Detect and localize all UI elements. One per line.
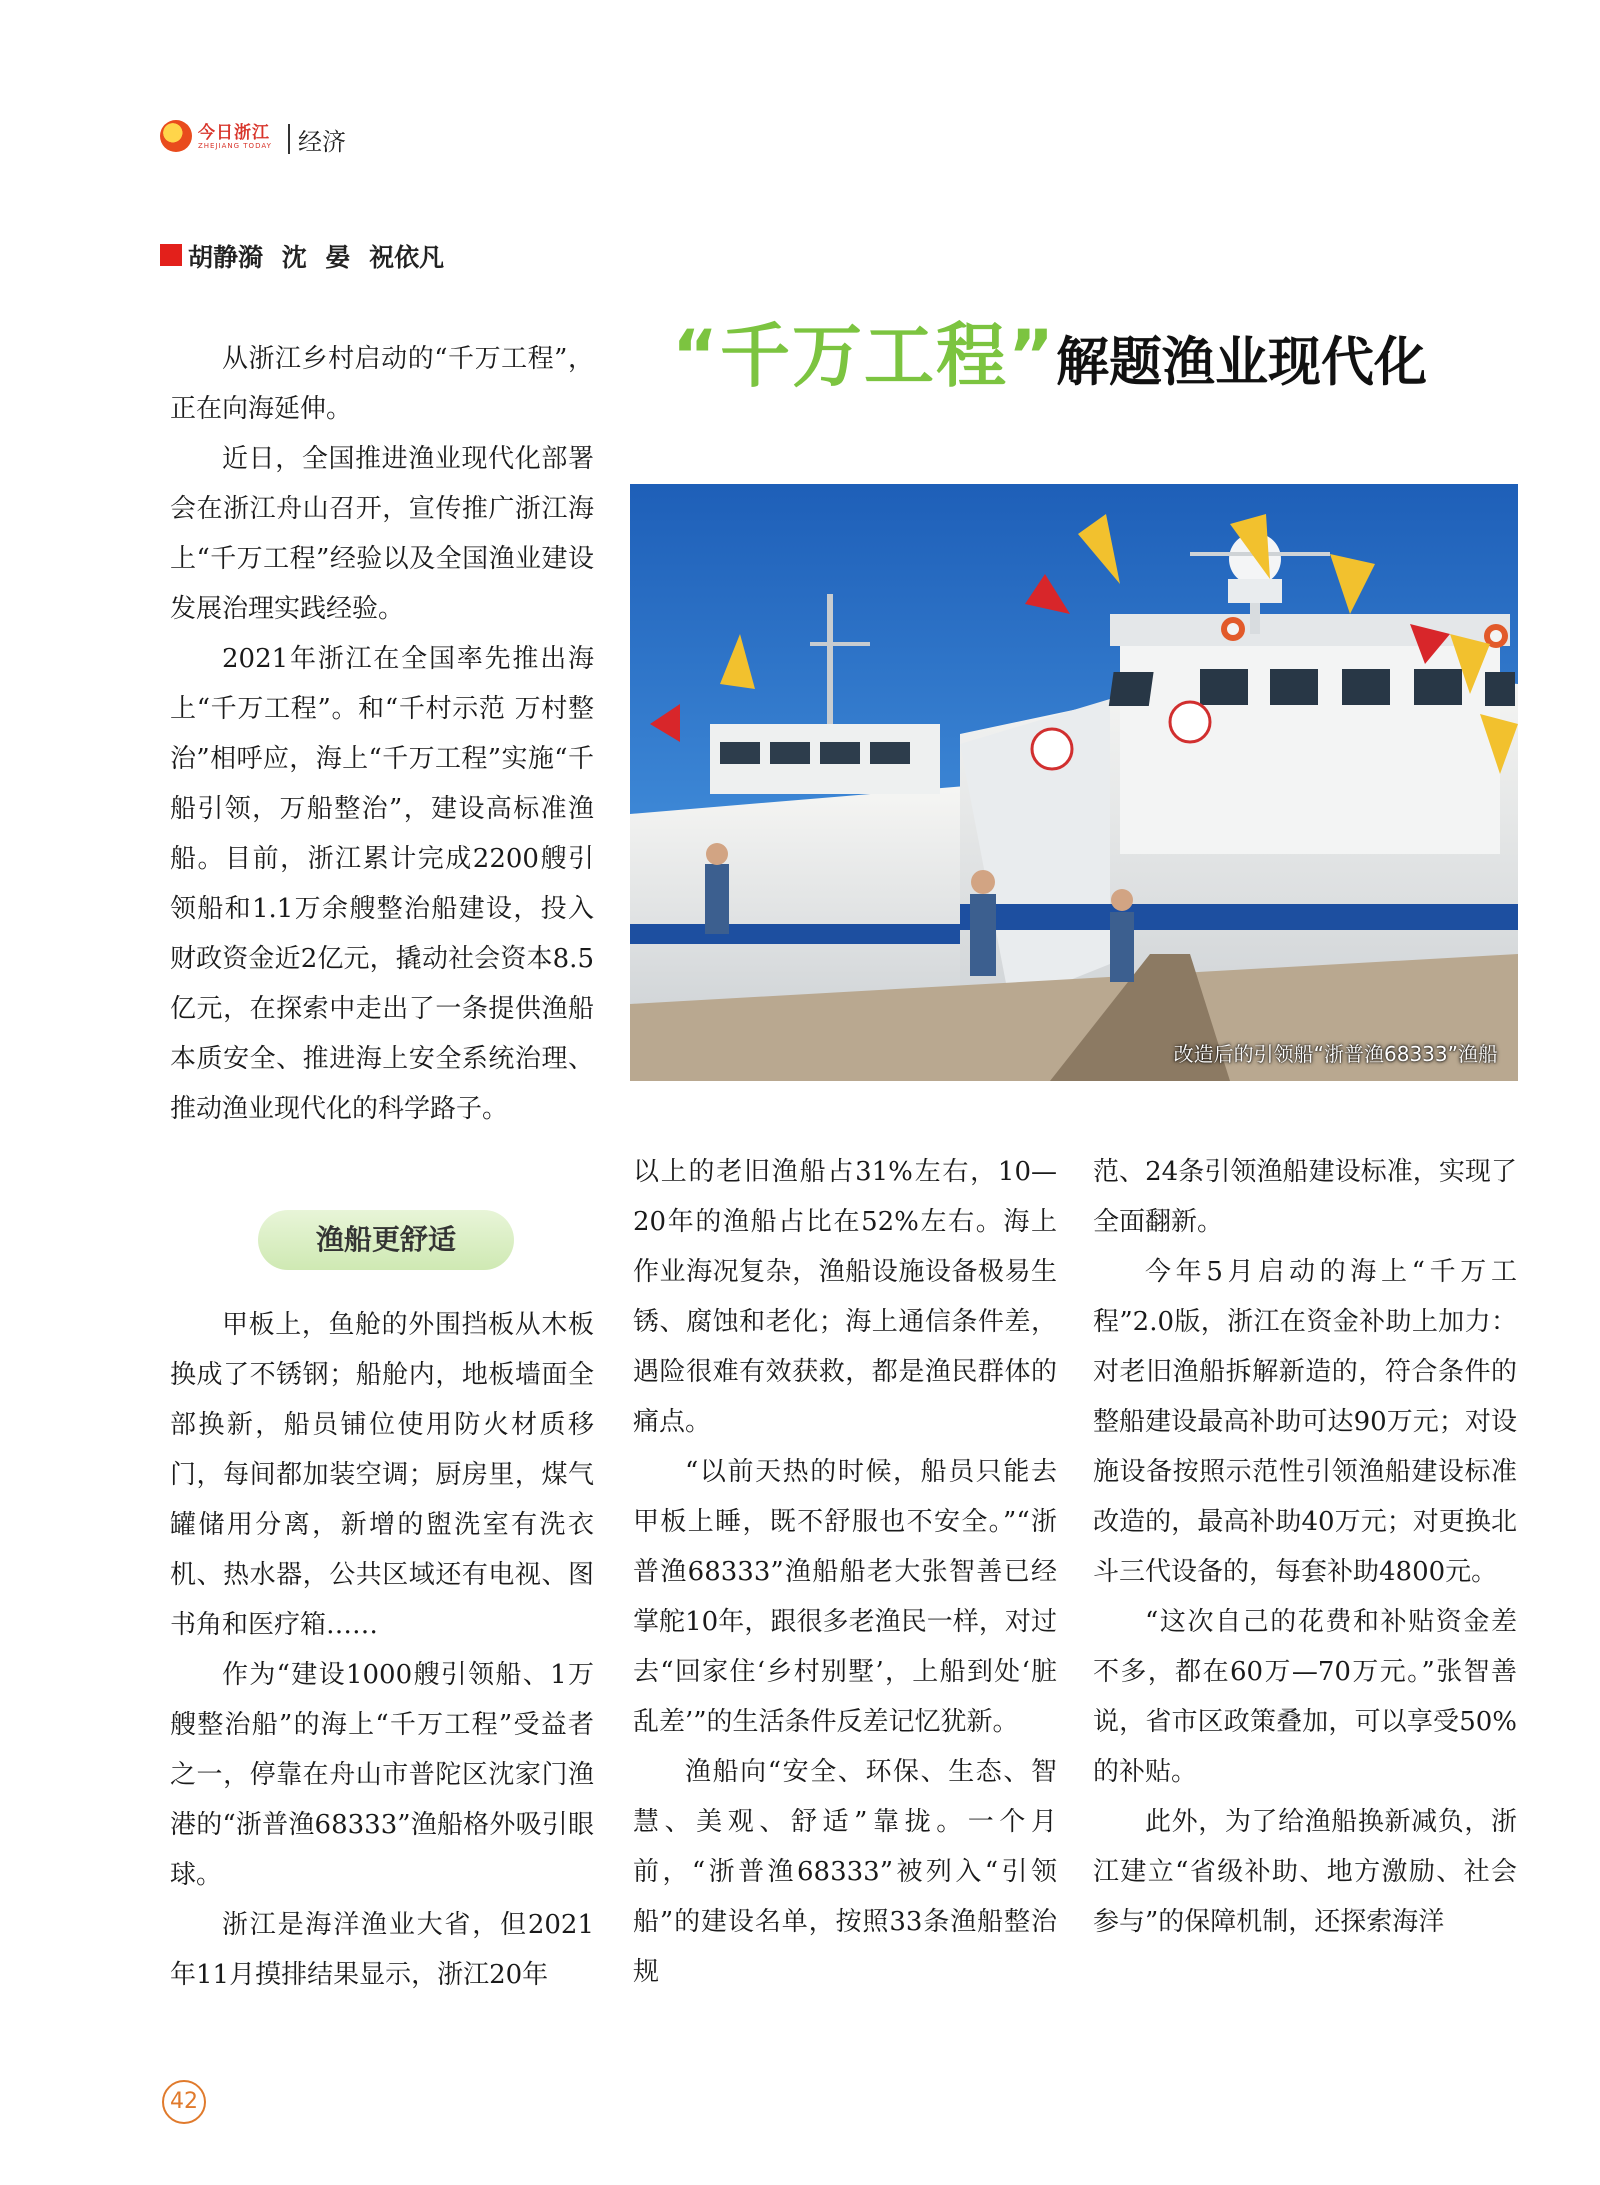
paragraph: 作为“建设1000艘引领船、1万艘整治船”的海上“千万工程”受益者之一，停靠在舟山市普陀区沈家门渔港的“浙普渔68333”渔船格外吸引眼球。	[170, 1660, 594, 1890]
article-title	[672, 300, 1427, 401]
paragraph: 2021年浙江在全国率先推出海上“千万工程”。和“千村示范 万村整治”相呼应，海上“千万工程”实施“千船引领，万船整治”，建设高标准渔船。目前，浙江累计完成2200艘引领船和1.1万余艘整治船建设，投入财政资金近2亿元，撬动社会资本8.5亿元，在探索中走出了一条提供渔船本质安全、推进海上安全系统治理、推动渔业现代化的科学路子。	[170, 644, 594, 1124]
logo-icon	[160, 120, 192, 152]
paragraph: “这次自己的花费和补贴资金差不多，都在60万—70万元。”张智善说，省市区政策叠加，可以享受50%的补贴。	[1093, 1607, 1517, 1787]
header-divider	[288, 124, 290, 154]
article-column-3	[1093, 1147, 1517, 1947]
article-column-1-lower	[170, 1300, 594, 2000]
paragraph: 近日，全国推进渔业现代化部署会在浙江舟山召开，宣传推广浙江海上“千万工程”经验以及全国渔业建设发展治理实践经验。	[170, 444, 594, 624]
paragraph: “以前天热的时候，船员只能去甲板上睡，既不舒服也不安全。”“浙普渔68333”渔船船老大张智善已经掌舵10年，跟很多老渔民一样，对过去“回家住‘乡村别墅’，上船到处‘脏乱差’”的生活条件反差记忆犹新。	[633, 1457, 1057, 1737]
paragraph: 范、24条引领渔船建设标准，实现了全面翻新。	[1093, 1157, 1517, 1237]
page-number: 42	[162, 2080, 206, 2124]
title-quoted: “千万工程”	[672, 315, 1057, 397]
publication-logo-subtitle: ZHEJIANG TODAY	[198, 142, 272, 150]
subheading: 渔船更舒适	[258, 1210, 514, 1270]
paragraph: 以上的老旧渔船占31%左右，10—20年的渔船占比在52%左右。海上作业海况复杂，渔船设施设备极易生锈、腐蚀和老化；海上通信条件差，遇险很难有效获救，都是渔民群体的痛点。	[633, 1157, 1057, 1437]
paragraph: 此外，为了给渔船换新减负，浙江建立“省级补助、地方激励、社会参与”的保障机制，还探索海洋	[1093, 1807, 1517, 1937]
paragraph: 甲板上，鱼舱的外围挡板从木板换成了不锈钢；船舱内，地板墙面全部换新，船员铺位使用防火材质移门，每间都加装空调；厨房里，煤气罐储用分离，新增的盥洗室有洗衣机、热水器，公共区域还有电视、图书角和医疗箱……	[170, 1310, 594, 1640]
section-label: 经济	[298, 128, 346, 156]
byline: 胡静漪 沈 晏 祝依凡	[188, 243, 445, 272]
publication-logo: 今日浙江	[198, 123, 270, 143]
article-column-1	[170, 334, 594, 1134]
fishing-boat-illustration	[630, 484, 1518, 1081]
title-rest: 解题渔业现代化	[1056, 332, 1428, 393]
paragraph: 今年5月启动的海上“千万工程”2.0版，浙江在资金补助上加力：对老旧渔船拆解新造的，符合条件的整船建设最高补助可达90万元；对设施设备按照示范性引领渔船建设标准改造的，最高补助40万元；对更换北斗三代设备的，每套补助4800元。	[1093, 1257, 1517, 1587]
article-column-2	[633, 1147, 1057, 1997]
paragraph: 浙江是海洋渔业大省，但2021年11月摸排结果显示，浙江20年	[170, 1910, 594, 1990]
photo-caption: 改造后的引领船“浙普渔68333”渔船	[1173, 1042, 1498, 1066]
paragraph: 渔船向“安全、环保、生态、智慧、美观、舒适”靠拢。一个月前，“浙普渔68333”被列入“引领船”的建设名单，按照33条渔船整治规	[633, 1757, 1057, 1987]
byline-marker-icon	[160, 244, 182, 266]
paragraph: 从浙江乡村启动的“千万工程”，正在向海延伸。	[170, 344, 594, 424]
article-photo	[630, 484, 1518, 1081]
